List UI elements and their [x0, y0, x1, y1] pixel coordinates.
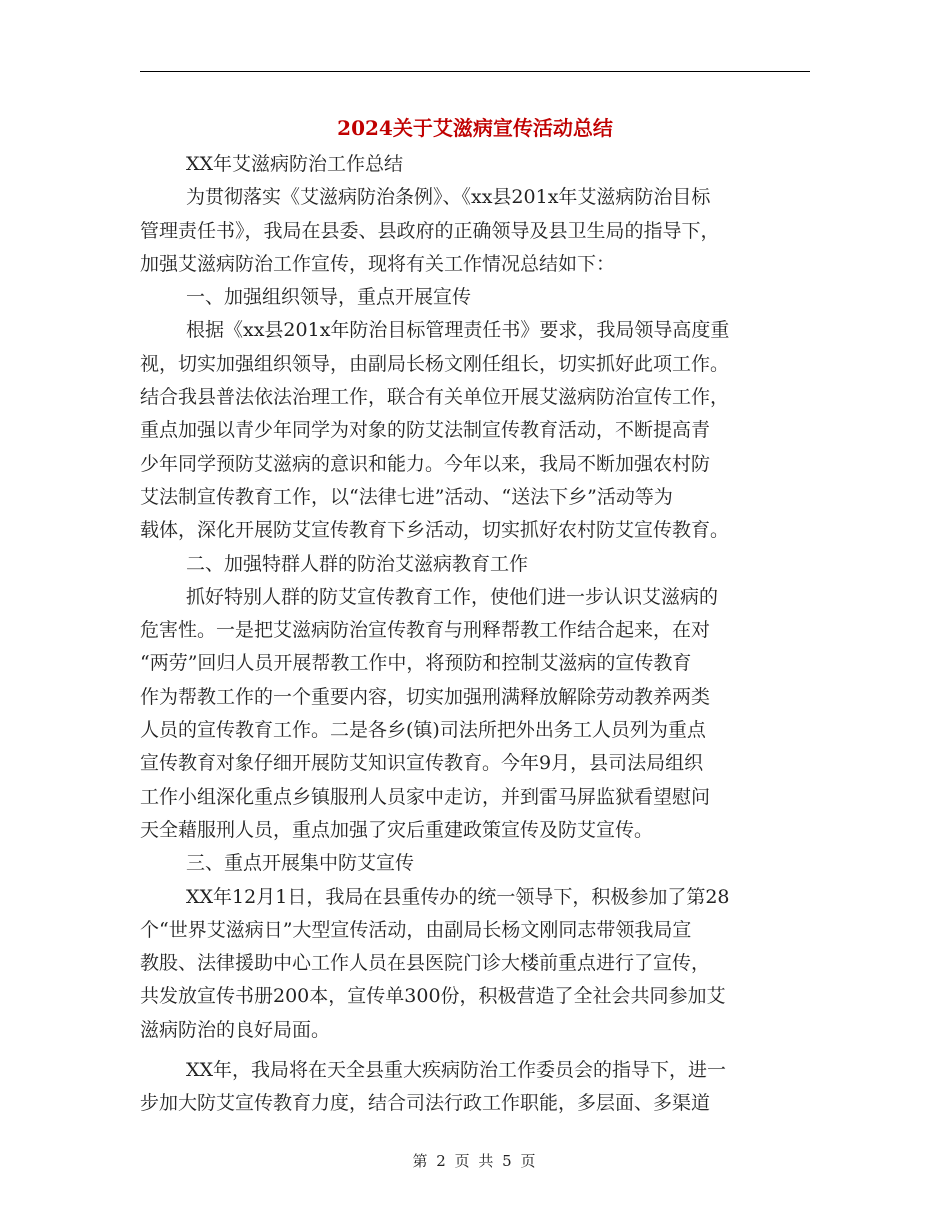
document-body — [140, 148, 810, 1121]
text-line: XX年，我局将在天全县重大疾病防治工作委员会的指导下，进一 — [186, 1059, 727, 1082]
text-line: 视，切实加强组织领导，由副局长杨文刚任组长，切实抓好此项工作。 — [140, 352, 730, 375]
section-heading — [140, 548, 810, 581]
text-line: 艾法制宣传教育工作，以“法律七进”活动、“送法下乡”活动等为 — [140, 485, 673, 508]
text-line: 危害性。一是把艾滋病防治宣传教育与刑释帮教工作结合起来，在对 — [140, 619, 711, 642]
text-line: XX年艾滋病防治工作总结 — [186, 153, 404, 175]
paragraph — [140, 148, 810, 181]
text-line: 载体，深化开展防艾宣传教育下乡活动，切实抓好农村防艾宣传教育。 — [140, 519, 730, 542]
text-line: 二、加强特群人群的防治艾滋病教育工作 — [186, 552, 529, 575]
text-line: 加强艾滋病防治工作宣传，现将有关工作情况总结如下： — [140, 252, 616, 275]
text-line: 三、重点开展集中防艾宣传 — [186, 852, 415, 875]
text-line: 根据《xx县201x年防治目标管理责任书》要求，我局领导高度重 — [186, 319, 730, 342]
document-title: 2024关于艾滋病宣传活动总结 — [337, 116, 613, 140]
paragraph — [140, 314, 810, 547]
paragraph-gap — [140, 1047, 810, 1054]
text-line: 人员的宣传教育工作。二是各乡(镇)司法所把外出务工人员列为重点 — [140, 719, 706, 742]
text-line: 为贯彻落实《艾滋病防治条例》、《xx县201x年艾滋病防治目标 — [186, 186, 711, 209]
paragraph — [140, 1054, 810, 1121]
text-line: 滋病防治的良好局面。 — [140, 1018, 331, 1041]
text-line: 抓好特别人群的防艾宣传教育工作，使他们进一步认识艾滋病的 — [186, 585, 719, 608]
text-line: 作为帮教工作的一个重要内容，切实加强刑满释放解除劳动教养两类 — [140, 685, 711, 708]
text-line: 工作小组深化重点乡镇服刑人员家中走访，并到雷马屏监狱看望慰问 — [140, 785, 711, 808]
text-line: 少年同学预防艾滋病的意识和能力。今年以来，我局不断加强农村防 — [140, 452, 711, 475]
text-line: 个“世界艾滋病日”大型宣传活动，由副局长杨文刚同志带领我局宣 — [140, 918, 692, 941]
text-line: 一、加强组织领导，重点开展宣传 — [186, 286, 472, 309]
text-line: 重点加强以青少年同学为对象的防艾法制宣传教育活动，不断提高青 — [140, 419, 711, 442]
text-line: 天全藉服刑人员，重点加强了灾后重建政策宣传及防艾宣传。 — [140, 818, 654, 841]
section-heading — [140, 847, 810, 880]
text-line: 步加大防艾宣传教育力度，结合司法行政工作职能，多层面、多渠道 — [140, 1092, 711, 1115]
paragraph — [140, 881, 810, 1047]
header-rule — [140, 71, 810, 72]
text-line: “两劳”回归人员开展帮教工作中，将预防和控制艾滋病的宣传教育 — [140, 652, 692, 675]
text-line: 宣传教育对象仔细开展防艾知识宣传教育。今年9月，县司法局组织 — [140, 752, 704, 775]
page-footer: 第 2 页 共 5 页 — [412, 1152, 538, 1170]
text-line: 管理责任书》，我局在县委、县政府的正确领导及县卫生局的指导下， — [140, 219, 720, 242]
paragraph — [140, 581, 810, 847]
text-line: 共发放宣传书册200本，宣传单300份，积极营造了全社会共同参加艾 — [140, 985, 726, 1008]
paragraph — [140, 181, 810, 281]
text-line: 结合我县普法依法治理工作，联合有关单位开展艾滋病防治宣传工作， — [140, 386, 730, 409]
section-heading — [140, 281, 810, 314]
text-line: 教股、法律援助中心工作人员在县医院门诊大楼前重点进行了宣传， — [140, 952, 711, 975]
text-line: XX年12月1日，我局在县重传办的统一领导下，积极参加了第28 — [186, 885, 730, 908]
